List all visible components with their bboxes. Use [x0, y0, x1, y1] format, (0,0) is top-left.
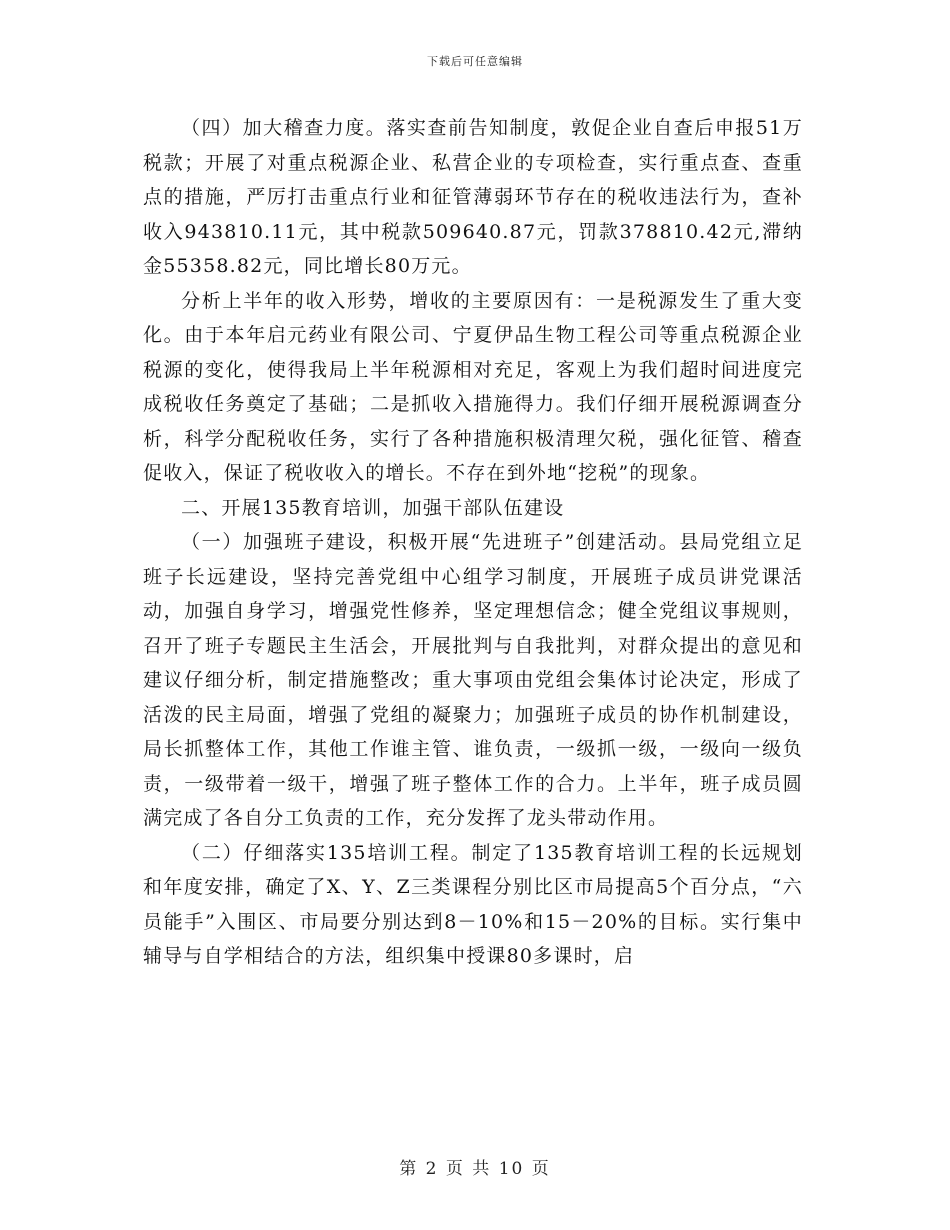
paragraph-revenue-analysis: 分析上半年的收入形势，增收的主要原因有：一是税源发生了重大变化。由于本年启元药业有限公司、宁夏伊品生物工程公司等重点税源企业税源的变化，使得我局上半年税源相对充足，客观上为我们超时间进度完成税收任务奠定了基础；二是抓收入措施得力。我们仔细开展税源调查分析，科学分配税收任务，实行了各种措施积极清理欠税，强化征管、稽查促收入，保证了税收收入的增长。不存在到外地“挖税”的现象。 — [143, 289, 803, 484]
document-body — [143, 111, 803, 974]
paragraph-training-program: （二）仔细落实135培训工程。制定了135教育培训工程的长远规划和年度安排，确定了X、Y、Z三类课程分别比区市局提高5个百分点，“六员能手”入围区、市局要分别达到8－10%和15－20%的目标。实行集中辅导与自学相结合的方法，组织集中授课80多课时，启 — [143, 841, 803, 967]
page-footer: 第 2 页 共 10 页 — [399, 1159, 551, 1179]
section-heading-training: 二、开展135教育培训，加强干部队伍建设 — [181, 496, 565, 519]
paragraph-team-building: （一）加强班子建设，积极开展“先进班子”创建活动。县局党组立足班子长远建设，坚持完善党组中心组学习制度，开展班子成员讲党课活动，加强自身学习，增强党性修养，坚定理想信念；健全党组议事规则，召开了班子专题民主生活会，开展批判与自我批判，对群众提出的意见和建议仔细分析，制定措施整改；重大事项由党组会集体讨论决定，形成了活泼的民主局面，增强了党组的凝聚力；加强班子成员的协作机制建设，局长抓整体工作，其他工作谁主管、谁负责，一级抓一级，一级向一级负责，一级带着一级干，增强了班子整体工作的合力。上半年，班子成员圆满完成了各自分工负责的工作，充分发挥了龙头带动作用。 — [143, 531, 803, 829]
page-header: 下载后可任意编辑 — [427, 55, 523, 68]
paragraph-inspection: （四）加大稽查力度。落实查前告知制度，敦促企业自查后申报51万税款；开展了对重点税源企业、私营企业的专项检查，实行重点查、查重点的措施，严厉打击重点行业和征管薄弱环节存在的税收违法行为，查补收入943810.11元，其中税款509640.87元，罚款378810.42元,滞纳金55358.82元，同比增长80万元。 — [143, 117, 803, 277]
